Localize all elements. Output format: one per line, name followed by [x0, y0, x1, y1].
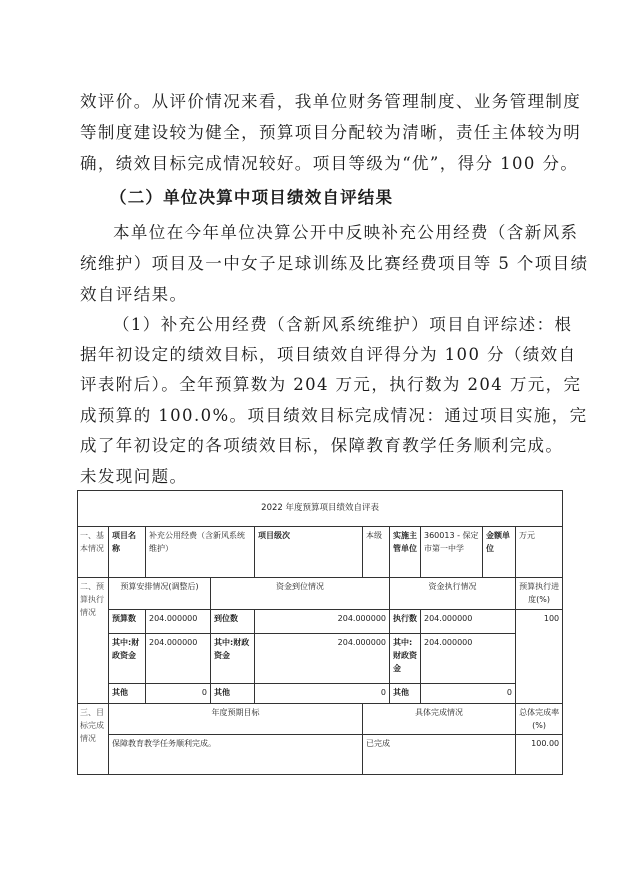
budget-section-label: 二、预算执行情况: [78, 578, 109, 704]
arrival-other-label: 其他: [211, 684, 255, 704]
exec-amount-value: 204.000000: [421, 610, 516, 634]
item-line-3: 评表附后）。全年预算数为 204 万元，执行数为 204 万元，完: [80, 375, 582, 394]
fund-arrival-header: 资金到位情况: [211, 578, 390, 610]
arrival-fiscal-value: 204.000000: [255, 634, 390, 684]
exec-amount-label: 执行数: [390, 610, 421, 634]
project-level-value: 本级: [363, 527, 390, 578]
item-line-5: 成了年初设定的各项绩效目标，保障教育教学任务顺利完成。: [80, 436, 564, 455]
budget-other-label: 其他: [109, 684, 146, 704]
project-level-label: 项目级次: [255, 527, 363, 578]
arrival-other-value: 0: [255, 684, 390, 704]
budget-fiscal-value: 204.000000: [146, 634, 211, 684]
exec-progress-value: 100: [516, 610, 563, 704]
item-line-4: 成预算的 100.0%。项目绩效目标完成情况：通过项目实施，完: [80, 406, 588, 425]
annual-goal-value: 保障教育教学任务顺利完成。: [109, 735, 363, 775]
item-line-2: 据年初设定的绩效目标，项目绩效自评得分为 100 分（绩效自: [80, 345, 577, 364]
completion-value: 已完成: [363, 735, 516, 775]
annual-goal-header: 年度预期目标: [109, 704, 363, 735]
arrival-fiscal-label: 其中:财政资金: [211, 634, 255, 684]
intro-line-3: 确，绩效目标完成情况较好。项目等级为“优”，得分 100 分。: [80, 154, 579, 173]
completion-header: 具体完成情况: [363, 704, 516, 735]
exec-progress-header: 预算执行进度(%): [516, 578, 563, 610]
intro-line-2: 等制度建设较为健全，预算项目分配较为清晰，责任主体较为明: [80, 123, 582, 142]
arrival-amount-value: 204.000000: [255, 610, 390, 634]
project-name-value: 补充公用经费（含新风系统维护）: [146, 527, 255, 578]
completion-rate-header: 总体完成率(%): [516, 704, 563, 735]
amount-unit-label: 金额单位: [483, 527, 516, 578]
table-title: 2022 年度预算项目绩效自评表: [78, 491, 563, 527]
exec-fiscal-value: 204.000000: [421, 634, 516, 684]
basic-section-label: 一、基本情况: [78, 527, 109, 578]
intro-line-1: 效评价。从评价情况来看，我单位财务管理制度、业务管理制度: [80, 92, 582, 111]
dept-label: 实施主管单位: [390, 527, 421, 578]
arrival-amount-label: 到位数: [211, 610, 255, 634]
fund-exec-header: 资金执行情况: [390, 578, 516, 610]
section-heading: （二）单位决算中项目绩效自评结果: [110, 188, 394, 207]
exec-other-label: 其他: [390, 684, 421, 704]
budget-amount-value: 204.000000: [146, 610, 211, 634]
summary-line-2: 统维护）项目及一中女子足球训练及比赛经费项目等 5 个项目绩: [80, 254, 589, 273]
completion-rate-value: 100.00: [516, 735, 563, 775]
item-line-6: 未发现问题。: [80, 467, 188, 486]
dept-value: 360013 - 保定市第一中学: [421, 527, 483, 578]
budget-other-value: 0: [146, 684, 211, 704]
item-line-1: （1）补充公用经费（含新风系统维护）项目自评综述：根: [113, 315, 573, 334]
amount-unit-value: 万元: [516, 527, 563, 578]
exec-fiscal-label: 其中:财政资金: [390, 634, 421, 684]
budget-amount-label: 预算数: [109, 610, 146, 634]
budget-arrange-header: 预算安排情况(调整后): [109, 578, 211, 610]
summary-line-3: 效自评结果。: [80, 285, 188, 304]
exec-other-value: 0: [421, 684, 516, 704]
performance-evaluation-table: [77, 490, 563, 775]
budget-fiscal-label: 其中:财政资金: [109, 634, 146, 684]
summary-line-1: 本单位在今年单位决算公开中反映补充公用经费（含新风系: [113, 223, 579, 242]
target-section-label: 三、目标完成情况: [78, 704, 109, 775]
project-name-label: 项目名称: [109, 527, 146, 578]
